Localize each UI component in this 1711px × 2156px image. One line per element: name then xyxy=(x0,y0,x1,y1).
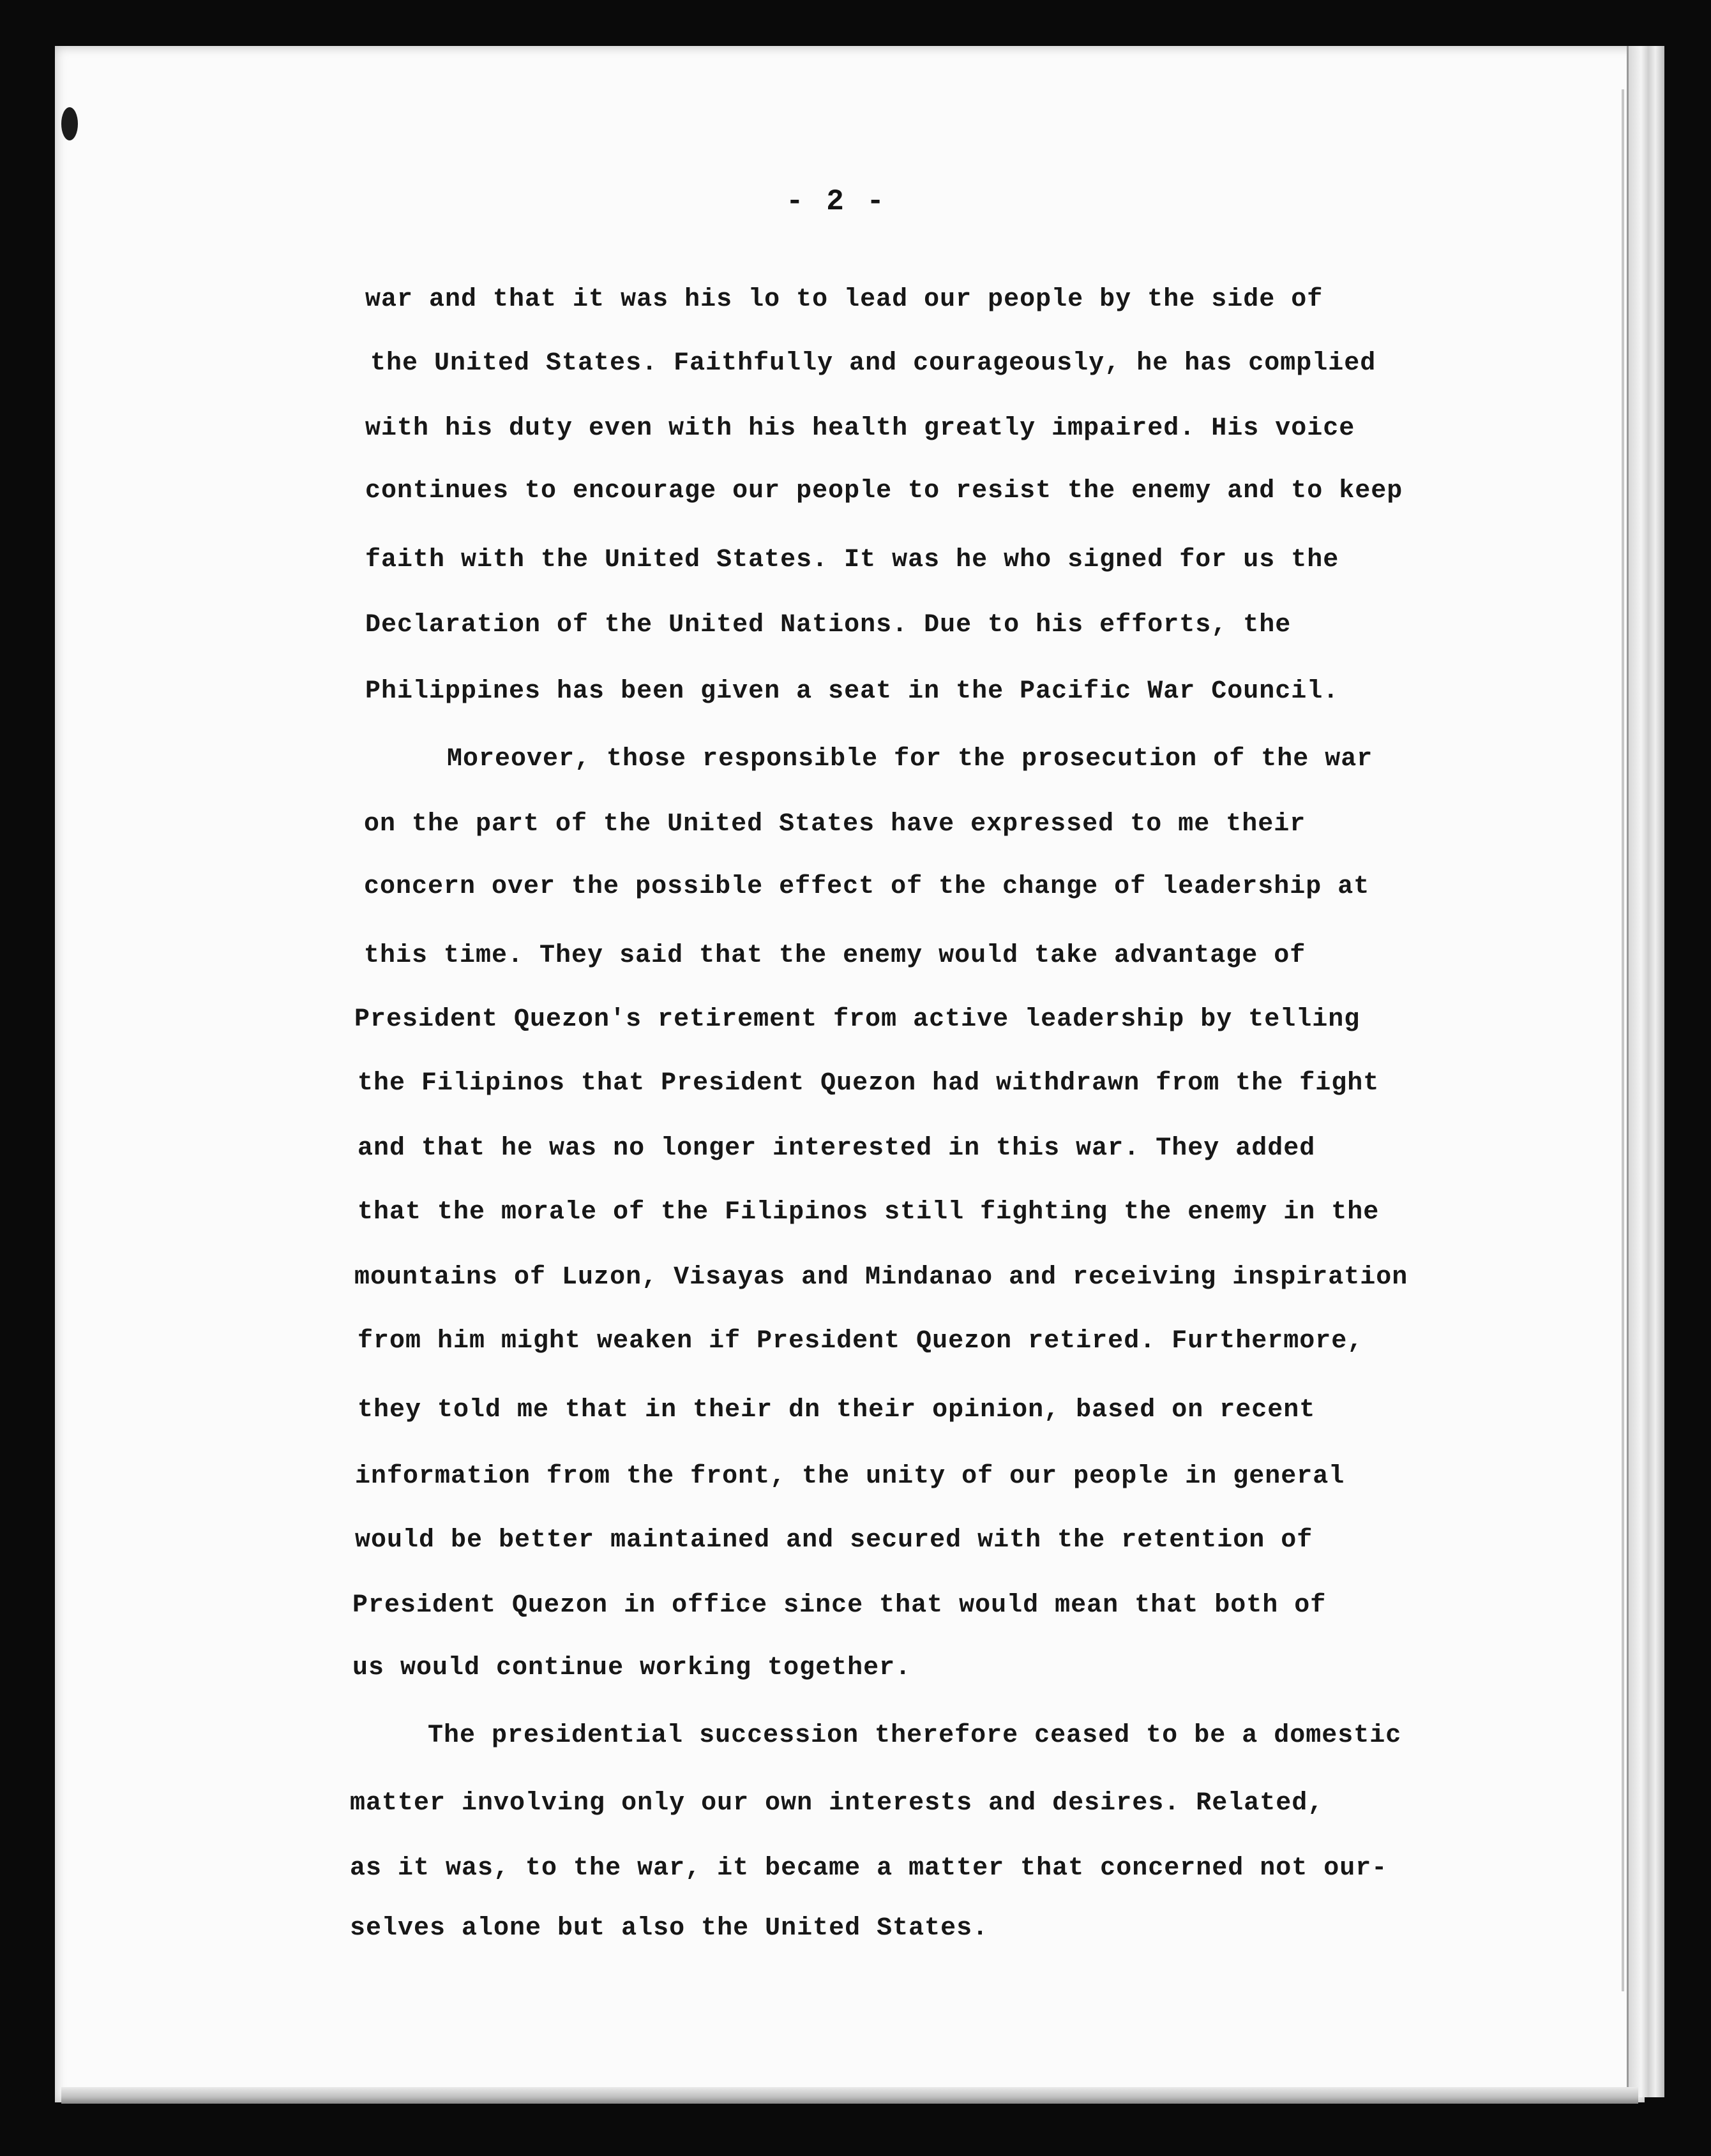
text-line: matter involving only our own interests and desires. Related, xyxy=(350,1789,1324,1818)
text-line: the Filipinos that President Quezon had withdrawn from the fight xyxy=(358,1069,1380,1098)
text-line: Philippines has been given a seat in the Pacific War Council. xyxy=(365,677,1339,706)
text-line: and that he was no longer interested in this war. They added xyxy=(358,1134,1316,1163)
paper-stack-edge-bottom xyxy=(61,2087,1638,2104)
text-line: as it was, to the war, it became a matter that concerned not our- xyxy=(350,1854,1388,1883)
paper-crease xyxy=(1622,89,1624,1991)
text-line: with his duty even with his health greatly impaired. His voice xyxy=(365,414,1355,443)
text-line: concern over the possible effect of the change of leadership at xyxy=(364,872,1370,901)
paper-stack-edge-right xyxy=(1627,46,1664,2097)
text-line: mountains of Luzon, Visayas and Mindanao and receiving inspiration xyxy=(354,1263,1408,1292)
text-line: this time. They said that the enemy would take advantage of xyxy=(364,941,1306,970)
text-line: that the morale of the Filipinos still fighting the enemy in the xyxy=(358,1198,1380,1227)
text-line: on the part of the United States have expressed to me their xyxy=(364,810,1306,839)
page-number: - 2 - xyxy=(785,185,887,218)
text-line: selves alone but also the United States. xyxy=(350,1914,989,1943)
text-line: would be better maintained and secured with the retention of xyxy=(355,1526,1313,1555)
text-line: information from the front, the unity of our people in general xyxy=(355,1462,1345,1491)
text-line: from him might weaken if President Quezon retired. Furthermore, xyxy=(358,1327,1364,1356)
text-line: faith with the United States. It was he who signed for us the xyxy=(365,546,1339,574)
text-line: President Quezon's retirement from active leadership by telling xyxy=(354,1005,1361,1034)
text-line: The presidential succession therefore ceased to be a domestic xyxy=(428,1721,1402,1750)
text-line: the United States. Faithfully and courageously, he has complied xyxy=(370,349,1376,378)
text-line: continues to encourage our people to resist the enemy and to keep xyxy=(365,477,1403,505)
text-line: they told me that in their dn their opinion, based on recent xyxy=(358,1396,1316,1425)
text-line: war and that it was his lo to lead our people by the side of xyxy=(365,285,1323,314)
text-line: President Quezon in office since that would mean that both of xyxy=(352,1591,1327,1620)
text-line: Moreover, those responsible for the prosecution of the war xyxy=(447,745,1373,774)
text-line: Declaration of the United Nations. Due to his efforts, the xyxy=(365,611,1292,640)
text-line: us would continue working together. xyxy=(352,1654,912,1682)
ink-smudge xyxy=(61,107,78,140)
